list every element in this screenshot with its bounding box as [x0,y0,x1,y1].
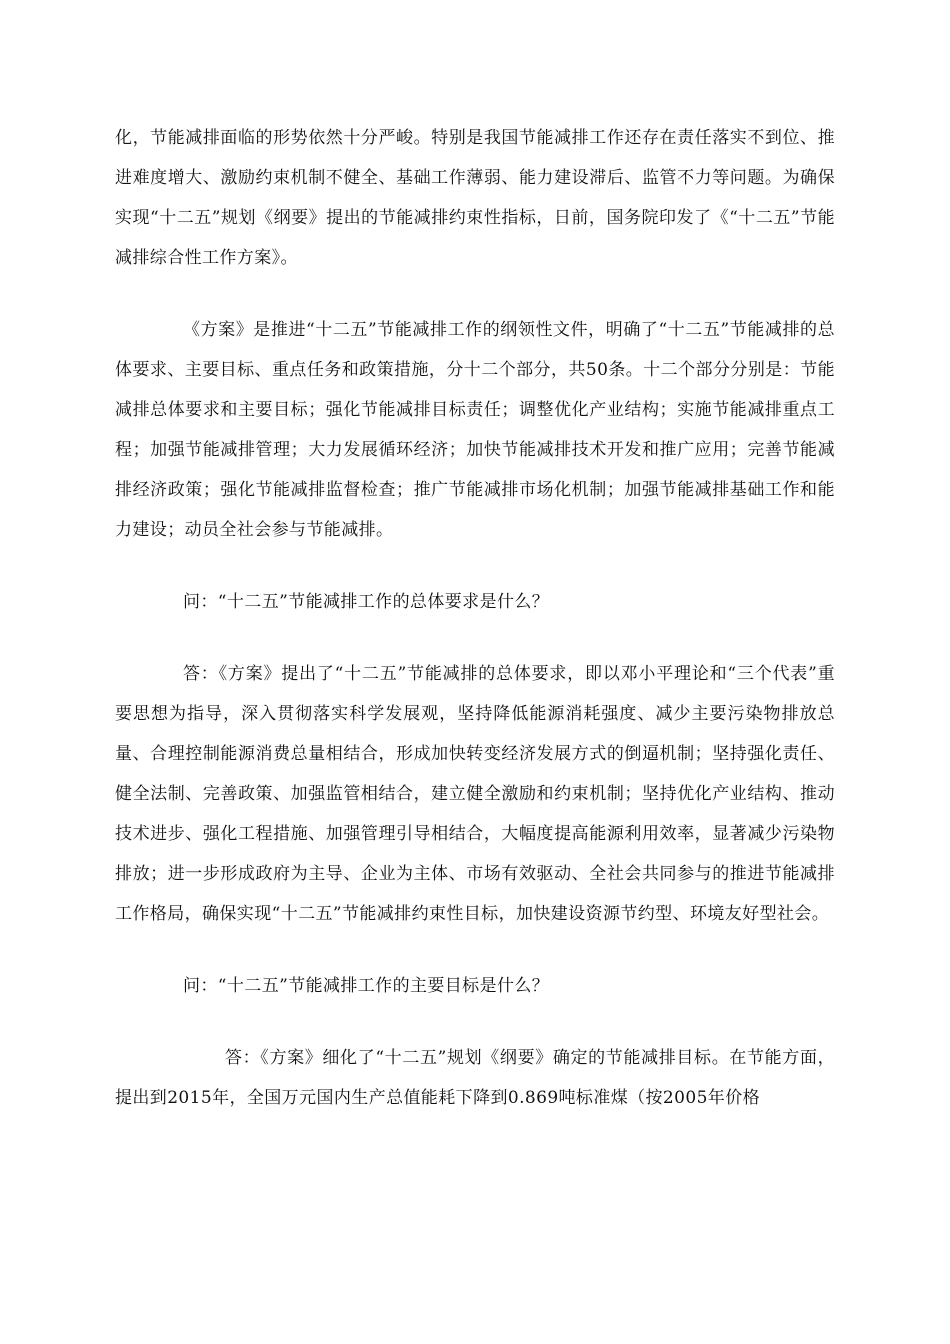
question-general-requirements: 问：“十二五”节能减排工作的总体要求是什么？ [183,592,550,612]
answer-general-requirements: 答：《方案》提出了“十二五”节能减排的总体要求，即以邓小平理论和“三个代表”重要思想为指导，深入贯彻落实科学发展观，坚持降低能源消耗强度、减少主要污染物排放总量、合理控制能源消费总量相结合，形成加快转变经济发展方式的倒逼机制；坚持强化责任、健全法制、完善政策、加强监管相结合，建立健全激励和约束机制；坚持优化产业结构、推动技术进步、强化工程措施、加强管理引导相结合，大幅度提高能源利用效率，显著减少污染物排放；进一步形成政府为主导、企业为主体、市场有效驱动、全社会共同参与的推进节能减排工作格局，确保实现“十二五”节能减排约束性目标，加快建设资源节约型、环境友好型社会。 [115,664,835,924]
answer-main-targets: 答：《方案》细化了“十二五”规划《纲要》确定的节能减排目标。在节能方面，提出到2015年，全国万元国内生产总值能耗下降到0.869吨标准煤（按2005年价格 [115,1048,835,1108]
document-body [115,118,835,1118]
paragraph-context: 化，节能减排面临的形势依然十分严峻。特别是我国节能减排工作还存在责任落实不到位、推进难度增大、激励约束机制不健全、基础工作薄弱、能力建设滞后、监管不力等问题。为确保实现“十二五”规划《纲要》提出的节能减排约束性指标，日前，国务院印发了《“十二五”节能减排综合性工作方案》。 [115,128,835,268]
paragraph-plan-overview: 《方案》是推进“十二五”节能减排工作的纲领性文件，明确了“十二五”节能减排的总体要求、主要目标、重点任务和政策措施，分十二个部分，共50条。十二个部分分别是：节能减排总体要求和主要目标；强化节能减排目标责任；调整优化产业结构；实施节能减排重点工程；加强节能减排管理；大力发展循环经济；加快节能减排技术开发和推广应用；完善节能减排经济政策；强化节能减排监督检查；推广节能减排市场化机制；加强节能减排基础工作和能力建设；动员全社会参与节能减排。 [115,320,835,540]
question-main-targets: 问：“十二五”节能减排工作的主要目标是什么？ [183,976,550,996]
